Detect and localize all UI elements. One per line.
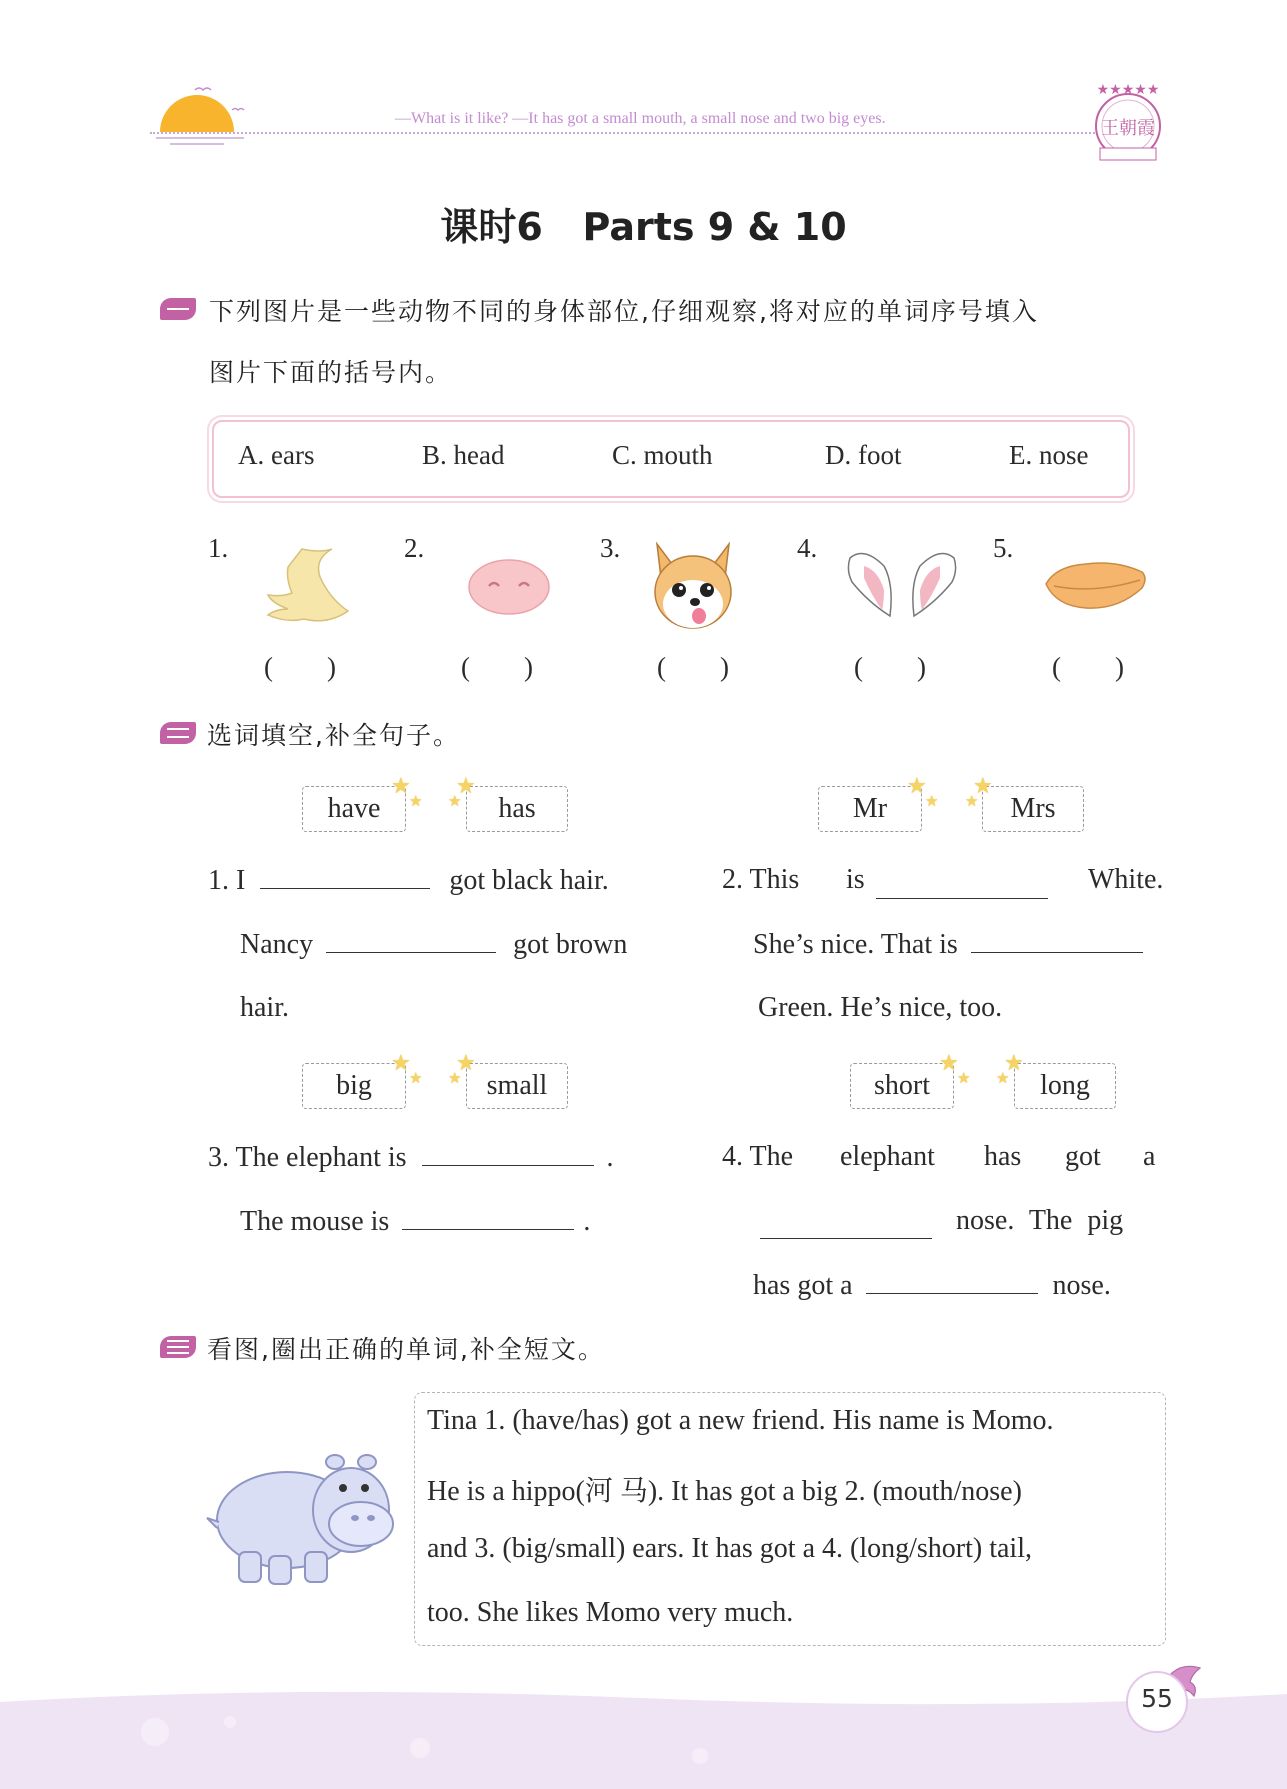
q4-part-a: 4. The [722, 1141, 794, 1172]
q4-part-f: nose. The pig [956, 1205, 1124, 1236]
section-two-badge-icon [160, 722, 196, 744]
pig-nose-icon [467, 558, 551, 620]
svg-text:★★★★★: ★★★★★ [1096, 82, 1160, 98]
word-chip-big: big [302, 1063, 406, 1109]
header-tagline: —What is it like? —It has got a small mouth, a small nose and two big eyes. [395, 110, 886, 127]
q1-part-c: Nancy [240, 929, 314, 960]
word-chip-mr: Mr [818, 786, 922, 832]
q3-part-d: . [583, 1206, 591, 1237]
word-bank-item: C. mouth [612, 440, 713, 470]
duck-foot-icon [262, 545, 354, 637]
section-three-badge-icon [160, 1336, 196, 1358]
star-icon: ★ [1004, 1051, 1024, 1076]
word-chip-small: small [466, 1063, 568, 1109]
rabbit-ears-icon [842, 548, 960, 626]
q4-blank-1[interactable] [760, 1214, 932, 1239]
q4-part-e: a [1143, 1141, 1156, 1172]
q4-part-h: nose. [1052, 1270, 1111, 1301]
word-chip-long: long [1014, 1063, 1116, 1109]
q4-blank-2[interactable] [866, 1269, 1038, 1294]
q2-blank-2[interactable] [971, 928, 1143, 953]
q2-part-e: Green. He’s nice, too. [758, 992, 1003, 1023]
section2-instruction: 选词填空,补全句子。 [207, 721, 460, 750]
star-icon: ★ [965, 792, 979, 810]
lesson-title: 课时6 Parts 9 & 10 [440, 205, 847, 249]
q4-part-c: has [984, 1141, 1022, 1172]
q3-blank-1[interactable] [422, 1141, 594, 1166]
q2-line2 [753, 928, 1143, 961]
star-icon: ★ [409, 1069, 423, 1087]
word-chip-have: have [302, 786, 406, 832]
header-dotted-line [150, 132, 1095, 134]
q4-part-g: has got a [753, 1270, 853, 1301]
star-icon: ★ [391, 1051, 411, 1076]
section-one-badge-icon [160, 298, 196, 320]
q1-blank-2[interactable] [326, 928, 496, 953]
word-chip-has: has [466, 786, 568, 832]
q1-part-e: hair. [240, 992, 289, 1023]
q3-part-a: 3. The elephant is [208, 1142, 407, 1173]
answer-parentheses[interactable]: ( ) [264, 652, 336, 682]
star-icon: ★ [996, 1069, 1010, 1087]
word-bank-item: D. foot [825, 440, 902, 470]
footer-band [0, 1690, 1287, 1789]
brand-seal [1088, 78, 1168, 164]
q3-line1 [208, 1141, 614, 1174]
star-icon: ★ [939, 1051, 959, 1076]
q1-part-a: 1. I [208, 865, 246, 896]
passage-line: Tina 1. (have/has) got a new friend. His name is Momo. [427, 1405, 1054, 1436]
q1-blank-1[interactable] [260, 864, 430, 889]
answer-parentheses[interactable]: ( ) [657, 652, 729, 682]
star-icon: ★ [957, 1069, 971, 1087]
answer-parentheses[interactable]: ( ) [854, 652, 926, 682]
section1-instruction-line1: 下列图片是一些动物不同的身体部位,仔细观察,将对应的单词序号填入 [209, 297, 1039, 326]
sun-logo-icon [150, 82, 250, 152]
q3-blank-2[interactable] [402, 1205, 574, 1230]
q3-part-c: The mouse is [240, 1206, 390, 1237]
answer-parentheses[interactable]: ( ) [461, 652, 533, 682]
q1-line2 [240, 928, 627, 961]
q2-part-c: White. [1088, 864, 1164, 895]
star-icon: ★ [409, 792, 423, 810]
q4-part-d: got [1065, 1141, 1101, 1172]
word-chip-short: short [850, 1063, 954, 1109]
brand-seal-text: 王朝霞 [1101, 118, 1155, 139]
star-icon: ★ [925, 792, 939, 810]
passage-line: too. She likes Momo very much. [427, 1597, 794, 1628]
q3-part-b: . [606, 1142, 614, 1173]
q2-blank-1[interactable] [876, 874, 1048, 899]
passage-line: He is a hippo(河 马). It has got a big 2. (mouth/nose) [427, 1476, 1022, 1507]
passage-line: and 3. (big/small) ears. It has got a 4. (long/short) tail, [427, 1533, 1032, 1564]
q3-line2 [240, 1205, 590, 1238]
q4-part-b: elephant [840, 1141, 935, 1172]
star-icon: ★ [973, 774, 993, 799]
q1-line1 [208, 864, 609, 897]
q2-part-b: is [846, 864, 865, 895]
q2-part-a: 2. This [722, 864, 800, 895]
item-number: 5. [993, 533, 1014, 563]
item-number: 4. [797, 533, 818, 563]
q2-part-d: She’s nice. That is [753, 929, 958, 960]
star-icon: ★ [456, 774, 476, 799]
word-chip-mrs: Mrs [982, 786, 1084, 832]
star-icon: ★ [391, 774, 411, 799]
star-icon: ★ [448, 792, 462, 810]
word-bank-item: E. nose [1009, 440, 1089, 470]
word-bank-item: A. ears [238, 440, 315, 470]
answer-parentheses[interactable]: ( ) [1052, 652, 1124, 682]
dog-head-icon [647, 538, 739, 638]
star-icon: ★ [907, 774, 927, 799]
section1-instruction-line2: 图片下面的括号内。 [209, 358, 453, 387]
page-number: 55 [1141, 1684, 1173, 1713]
hippo-icon [205, 1448, 405, 1592]
q4-line3 [753, 1269, 1111, 1302]
word-bank-item: B. head [422, 440, 505, 470]
q1-part-d: got brown [513, 929, 628, 960]
star-icon: ★ [448, 1069, 462, 1087]
item-number: 2. [404, 533, 425, 563]
section3-instruction: 看图,圈出正确的单词,补全短文。 [207, 1335, 605, 1364]
duck-mouth-icon [1042, 560, 1148, 616]
star-icon: ★ [456, 1051, 476, 1076]
item-number: 3. [600, 533, 621, 563]
item-number: 1. [208, 533, 229, 563]
q1-part-b: got black hair. [449, 865, 609, 896]
